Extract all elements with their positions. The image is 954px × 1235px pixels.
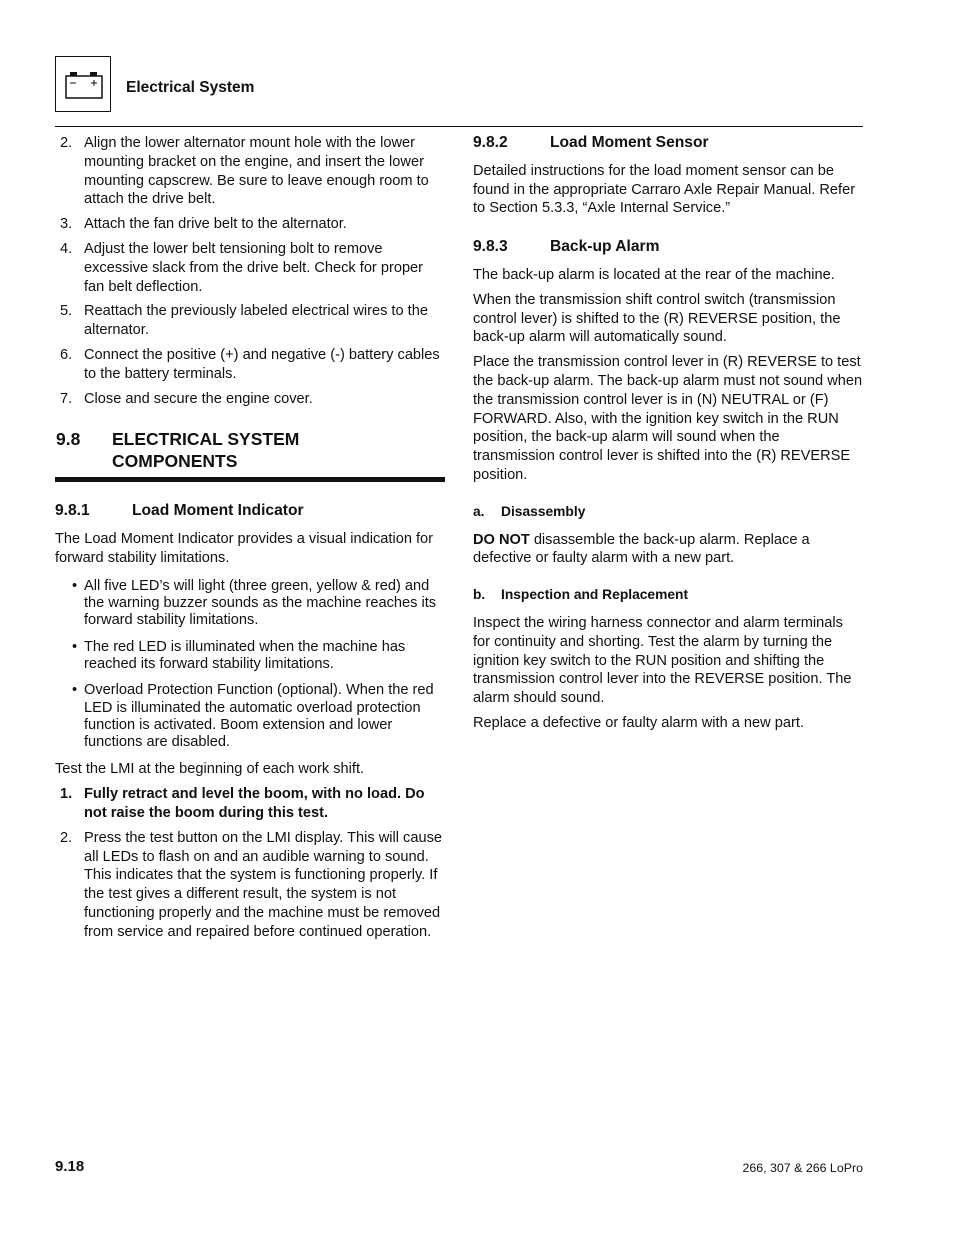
list-item: 2. Align the lower alternator mount hole with the lower mounting bracket on the engine, and insert the lower mounting capscrew. Be sure to leave enough room to attach the drive belt. <box>60 135 429 208</box>
list-item: 5. Reattach the previously labeled electrical wires to the alternator. <box>60 303 428 339</box>
bullet-icon: • <box>72 682 78 699</box>
lmi-intro: The Load Moment Indicator provides a visual indication for forward stability limitations. <box>55 531 434 566</box>
alarm-location: The back-up alarm is located at the rear of the machine. <box>473 266 835 283</box>
lmi-test-steps <box>55 785 445 941</box>
alarm-operation: When the transmission shift control switch (transmission control lever) is shifted to the (R) REVERSE position, the back-up alarm will automatically sound. <box>473 291 841 346</box>
list-item: 3. Attach the fan drive belt to the alternator. <box>60 216 347 233</box>
lmi-test-note: Test the LMI at the beginning of each work shift. <box>55 761 365 778</box>
list-item: 4. Adjust the lower belt tensioning bolt to remove excessive slack from the drive belt. Check for proper fan belt deflection. <box>60 240 424 295</box>
lmi-bullets <box>55 578 445 752</box>
battery-icon <box>55 56 111 112</box>
subsection-heading-backup-alarm: 9.8.3 Back-up Alarm <box>473 238 660 256</box>
sensor-text: Detailed instructions for the load moment sensor can be found in the appropriate Carraro Axle Repair Manual. Refer to Section 5.3.3, “Axle Internal Service.” <box>473 162 856 217</box>
list-item: • All five LED’s will light (three green, yellow & red) and the warning buzzer sounds as the machine reaches its forward stability limitations. <box>72 577 437 629</box>
list-item: 6. Connect the positive (+) and negative (-) battery cables to the battery terminals. <box>60 346 440 382</box>
list-item: 7. Close and secure the engine cover. <box>60 390 313 407</box>
inspection-heading: b. Inspection and Replacement <box>473 587 689 603</box>
list-item: • The red LED is illuminated when the machine has reached its forward stability limitations. <box>72 638 406 672</box>
section-heading: 9.8 ELECTRICAL SYSTEM COMPONENTS <box>55 428 445 482</box>
list-item: 1. Fully retract and level the boom, with no load. Do not raise the boom during this test. <box>60 786 425 822</box>
section-header-title: Electrical System <box>126 79 255 96</box>
page-number: 9.18 <box>55 1158 85 1175</box>
inspection-text: Inspect the wiring harness connector and alarm terminals for continuity and shorting. Test the alarm by turning the ignition key switch to the RUN position and shifting the transmission control lever into the REVERSE position. The alarm should sound. <box>473 614 852 707</box>
right-column <box>473 134 863 739</box>
alarm-test: Place the transmission control lever in (R) REVERSE to test the back-up alarm. The back-up alarm must not sound when the transmission control lever is in (N) NEUTRAL or (F) FORWARD. Also, with the ignition key switch in the RUN position, the back-up alarm will sound when the transmission control lever is shifted into the (R) REVERSE position. <box>473 354 863 483</box>
disassembly-text: DO NOT disassemble the back-up alarm. Replace a defective or faulty alarm with a new part. <box>473 531 810 567</box>
list-item: • Overload Protection Function (optional). When the red LED is illuminated the automatic overload protection function is activated. Boom extension and lower functions are disabled. <box>72 682 434 751</box>
model-list: 266, 307 & 266 LoPro <box>742 1161 863 1175</box>
battery-icon-box <box>55 56 111 112</box>
header-rule <box>55 126 863 127</box>
disassembly-heading: a. Disassembly <box>473 503 586 519</box>
list-item: 2. Press the test button on the LMI display. This will cause all LEDs to flash on and an audible warning to sound. This indicates that the system is functioning properly. If the test gives a different result, the system is not functioning properly and the machine must be removed from service and repaired before continued operation. <box>60 829 442 940</box>
alternator-steps <box>55 134 445 408</box>
subsection-heading-load-moment-sensor: 9.8.2 Load Moment Sensor <box>473 134 709 151</box>
subsection-heading-load-moment-indicator: 9.8.1 Load Moment Indicator <box>55 502 304 520</box>
bullet-icon: • <box>72 638 78 655</box>
replacement-text: Replace a defective or faulty alarm with a new part. <box>473 714 804 731</box>
bullet-icon: • <box>72 577 78 594</box>
left-column <box>55 134 445 948</box>
